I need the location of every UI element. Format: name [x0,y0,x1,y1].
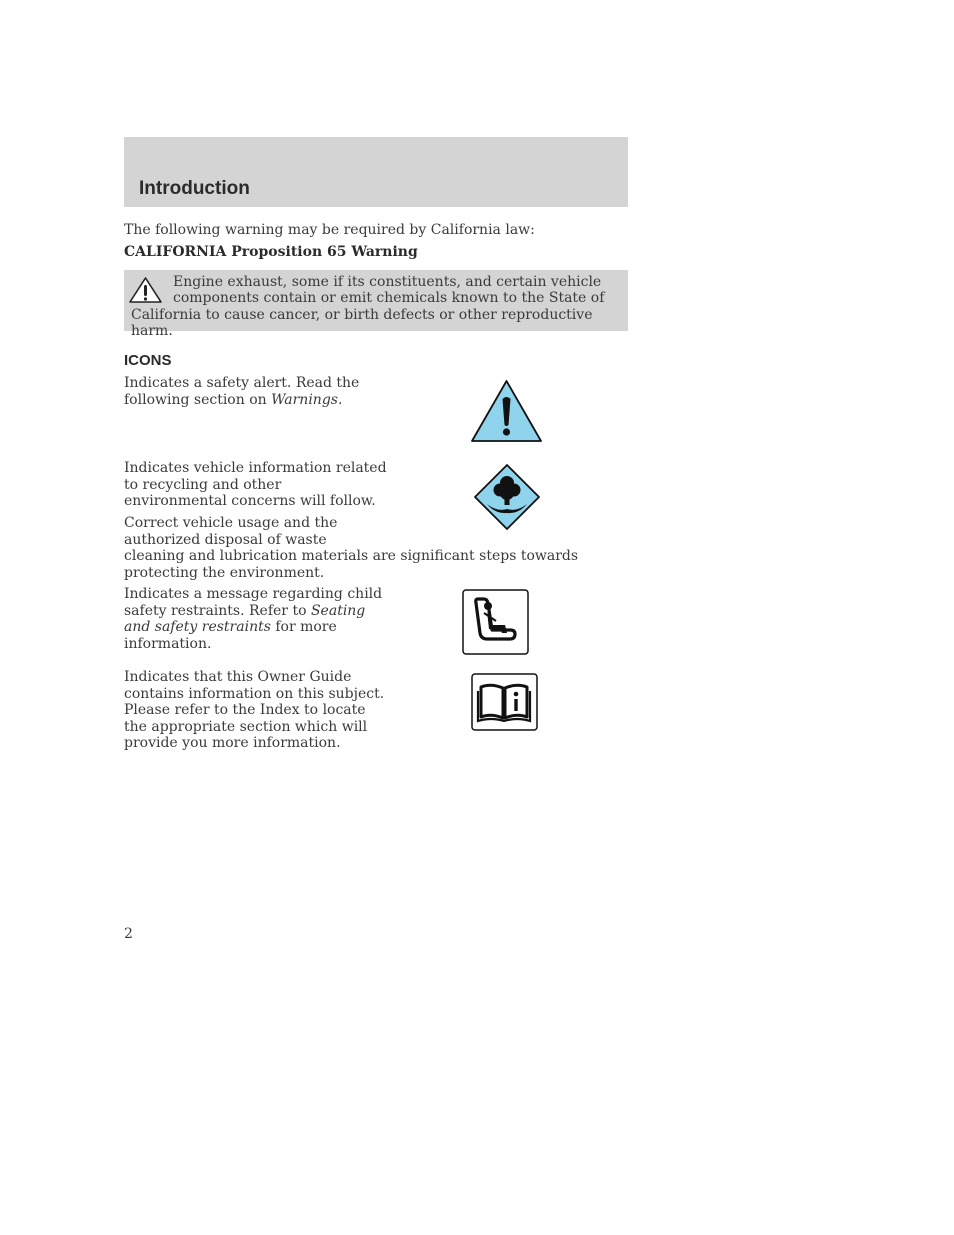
owner-guide-line-3: Please refer to the Index to locate [124,702,366,718]
child-safety-line-2: safety restraints. Refer to [124,602,311,619]
environment-line-5: authorized disposal of waste [124,531,327,548]
safety-alert-suffix: . [337,391,343,408]
environment-line-2: to recycling and other [124,476,282,493]
child-safety-line-1: Indicates a message regarding child [124,586,383,602]
warning-line-3: California to cause cancer, or birth defects or other reproductive harm. [131,306,593,339]
prop65-title: CALIFORNIA Proposition 65 Warning [124,244,418,260]
owner-guide-line-5: provide you more information. [124,735,341,751]
environment-line-6: cleaning and lubrication materials are significant steps towards [124,548,579,564]
icons-heading: ICONS [124,352,172,369]
page-number: 2 [124,926,133,942]
safety-alert-text [124,375,359,408]
safety-alert-line-2: following section on [124,391,272,408]
child-seat-icon [462,589,529,655]
safety-alert-line-1: Indicates a safety alert. Read the [124,375,360,391]
environment-line-1: Indicates vehicle information related [124,460,387,476]
owner-guide-book-icon [471,673,538,731]
environment-line-4: Correct vehicle usage and the [124,515,338,531]
owner-guide-text [124,669,384,752]
warning-text [131,274,623,339]
safety-restraints-link-text: and safety restraints [124,619,271,635]
safety-alert-icon [470,379,543,443]
warning-line-1: Engine exhaust, some if its constituents, and certain vehicle [173,274,602,290]
warning-line-2: components contain or emit chemicals known to the State of [173,290,605,307]
child-safety-line-4: information. [124,635,212,652]
seating-link-text: Seating [310,602,366,619]
owner-guide-line-4: the appropriate section which will [124,718,368,735]
page-title: Introduction [139,178,250,199]
owner-guide-line-2: contains information on this subject. [124,685,385,702]
intro-line: The following warning may be required by California law: [124,222,535,238]
environment-line-3: environmental concerns will follow. [124,493,376,509]
environment-line-7: protecting the environment. [124,564,325,581]
warnings-link-text: Warnings [271,391,338,408]
owner-guide-line-1: Indicates that this Owner Guide [124,669,352,685]
child-safety-text [124,586,382,652]
environment-tree-icon [473,463,541,531]
child-safety-line-3-suffix: for more [270,619,337,635]
